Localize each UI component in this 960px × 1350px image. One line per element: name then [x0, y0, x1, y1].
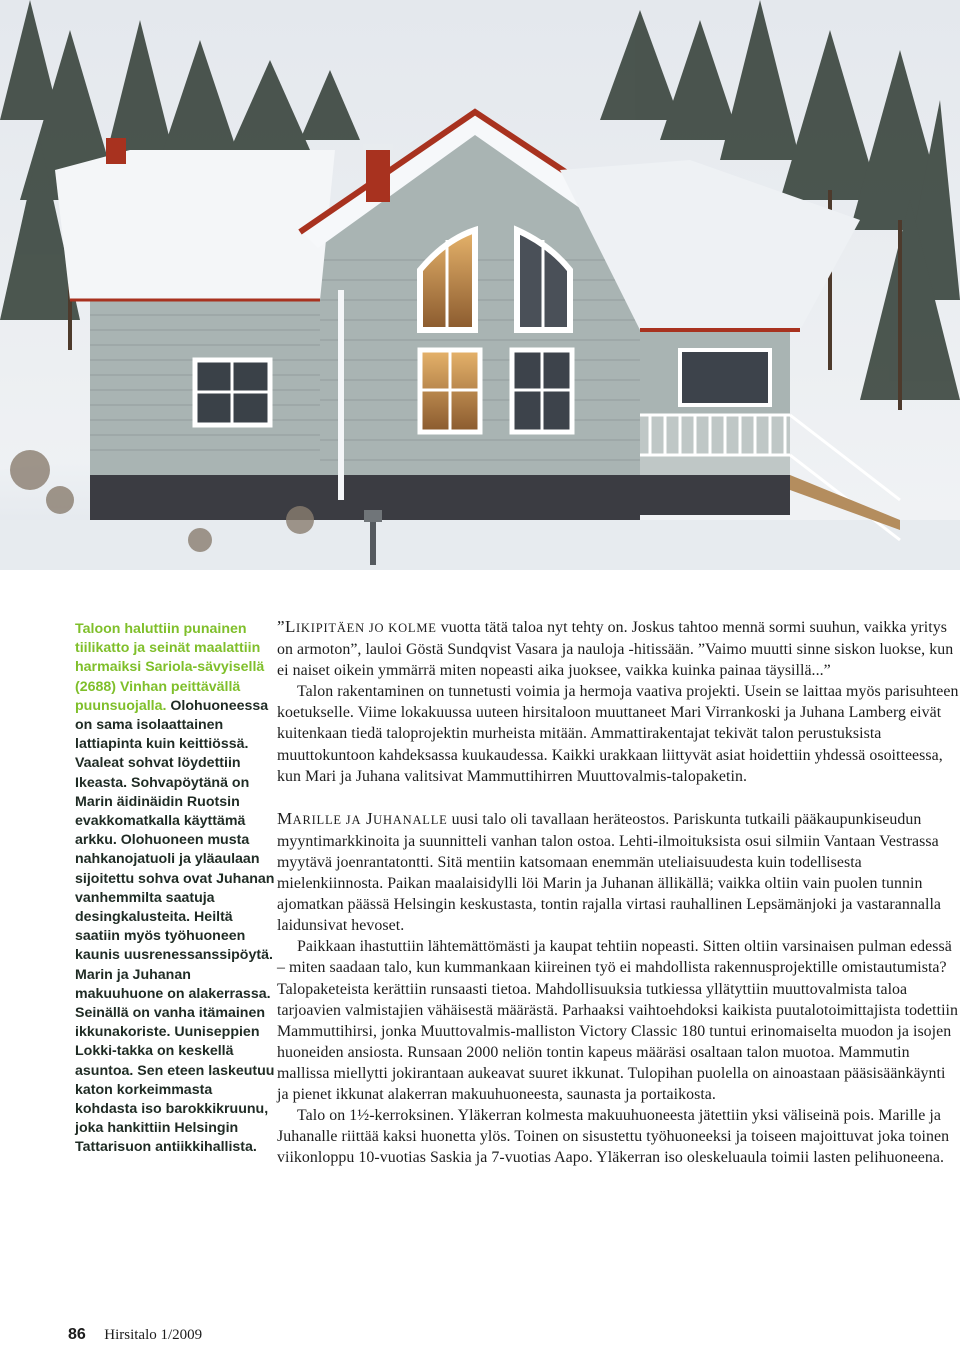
paragraph-2: Talon rakentaminen on tunnetusti voimia ja hermoja vaativa projekti. Usein se laittaa myös parisuhteen koetukselle. Viime lokakuussa uuteen hirsitaloon muuttaneet Mari Virrankoski ja Juhana Lamberg eivät kuitenkaan tiedä taloprojektin murheista mitään. Ammattirakentajat tekivät talon perustuksista muuttokuntoon kahdeksassa kuukaudessa. Kaikki urakkaan liittyvät asiat hoidettiin yhdessä osoitteessa, kun Mari ja Juhana valitsivat Mammuttihirren Muuttovalmis-talopaketin. — [277, 683, 959, 785]
paragraph-5: Talo on 1½-kerroksinen. Yläkerran kolmesta makuuhuoneesta jätettiin yksi väliseinä pois. Marille ja Juhanalle riittää kaksi huonetta ylös. Toinen on sisustettu työhuoneeksi ja toiseen majoittuvat joka toinen viikonloppu 10-vuotias Saskia ja 7-vuotias Aapo. Yläkerran iso oleskeluaula toimii lasten pelihuoneena. — [277, 1107, 950, 1167]
paragraph-1-text: vuotta tätä taloa nyt tehty on. Joskus tahtoo mennä sormi suuhun, vaikka yritys on armoton”, lauloi Göstä Sundqvist Vasara ja nauloja -hitissään. ”Vaimo muutti sinne siskon luokse, kun ei naiset oikein ymmärrä miten nopeasti aika juoksee, vaikka kuinka painaa täysillä...” — [277, 619, 954, 680]
section-smallcaps-1: ARILLE JA — [292, 812, 362, 827]
paragraph-3-text: uusi talo oli tavallaan heräteostos. Pariskunta tutkaili pääkaupunkiseudun myyntimarkkinoita ja suunnitteli vanhan talon ostoa. Lehti-ilmoituksista osui silmiin Vantaan Vestrassa myytävä joenrantatontti. Sitä mentiin katsomaan enemmän uteliaisuudesta kuin todellisesta mielenkiinnosta. Paikan maalaisidylli löi Marin ja Juhanan ällikällä; vaikka oltiin vain puolen tunnin ajomatkan päässä Helsingin keskustasta, tontin rajalla virtasi rauhallinen Lepsämänjoki ja vastarannalla laidunsivat hevoset. — [277, 810, 942, 935]
paragraph-4: Paikkaan ihastuttiin lähtemättömästi ja kaupat tehtiin nopeasti. Sitten oltiin varsinaisen pulman edessä – miten saadaan talo, kun kummankaan kiireinen työ ei mahdollista rakennusprojektille omistautumista? Talopaketeista kerättiin runsaasti tietoa. Mahdollisuuksia tutkiessa yllätyttiin muuttovalmista taloa tarjoavien valmistajien vähäisestä määrästä. Parhaaksi vaihtoehdoksi kaikista puutalotoimittajista todettiin Mammuttihirsi, jonka Muuttovalmis-malliston Victory Classic 180 tuntui erinomaiselta muodon ja isojen huoneiden ansiosta. Runsaan 2000 neliön tontin kapeus määräsi osaltaan talon muotoa. Mammutin mallissa miellytti jokirantaan aukeavat suuret ikkunat. Tulopihan puolella on ainoastaan pääsisäänkäynti ja pienet ikkunat alakerran makuuhuoneesta, saunasta ja portaikosta. — [277, 938, 959, 1103]
page-number: 86 — [68, 1326, 86, 1343]
caption-body-text: Olohuoneessa on sama isolaattainen lattiapinta kuin keittiössä. Vaaleat sohvat löydettiin Ikeasta. Sohvapöytänä on Marin äidinäidin Ruotsin evakkomatkalla käyttämä arkku. Olohuoneen musta nahkanojatuoli ja yläaulaan sijoitettu sohva ovat Juhanan vanhemmilta saatuja desingkalusteita. Heiltä saatiin myös työhuoneen kaunis uusrenessanssipöytä. Marin ja Juhanan makuuhuone on alakerrassa. Seinällä on vanha itämainen ikkunakoriste. Uuniseppien Lokki-takka on keskellä asuntoa. Sen eteen laskeutuu katon korkeimmasta kohdasta iso barokkikruunu, joka hankittiin Helsingin Tattarisuon antiikkihallista. — [75, 697, 275, 1156]
magazine-issue: Hirsitalo 1/2009 — [104, 1327, 203, 1343]
section-initial-2: J — [361, 808, 374, 828]
section-smallcaps-2: UHANALLE — [373, 812, 448, 827]
caption-green-text: Taloon haluttiin punainen tiilikatto ja seinät maalattiin harmaiksi Sariola-sävyisellä (2688) Vinhan peittävällä puunsuojalla. — [75, 621, 265, 714]
paragraph-3 — [277, 808, 960, 937]
lead-smallcaps: IKIPITÄEN JO KOLME — [295, 621, 437, 635]
house-photo — [0, 0, 960, 570]
page-footer — [68, 1326, 202, 1344]
section-initial-1: M — [277, 808, 293, 828]
photo-caption-sidebar — [75, 620, 275, 1158]
lead-initial: ”L — [277, 617, 296, 636]
paragraph-1 — [277, 616, 960, 681]
article-body — [277, 616, 960, 1168]
